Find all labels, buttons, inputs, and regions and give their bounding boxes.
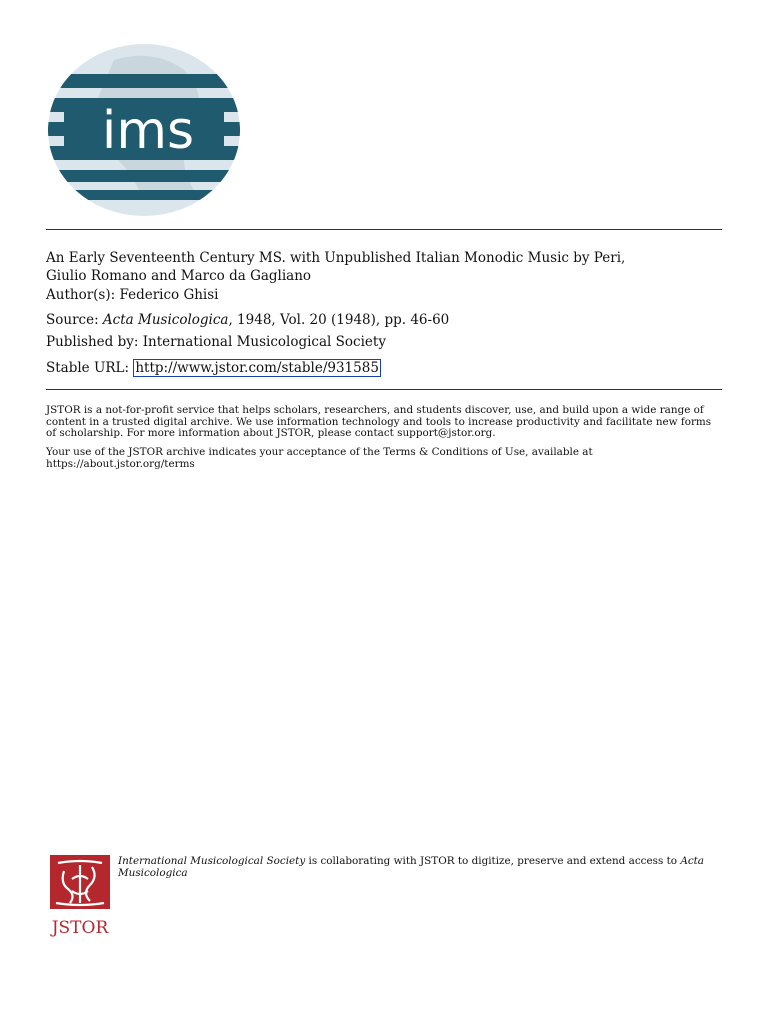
logo-stripe	[44, 74, 244, 88]
jstor-logo-text: JSTOR	[51, 918, 109, 937]
top-divider	[46, 229, 722, 230]
logo-stripe	[44, 190, 244, 200]
jstor-logo	[46, 855, 114, 937]
stable-url-link[interactable]: http://www.jstor.com/stable/931585	[135, 360, 379, 376]
author-line: Author(s): Federico Ghisi	[46, 287, 219, 303]
journal-name: Acta Musicologica	[102, 312, 229, 328]
footer-journal-name: Acta Musicologica	[118, 855, 705, 879]
source-line: Source: Acta Musicologica, 1948, Vol. 20 (1948), pp. 46-60	[46, 312, 450, 328]
stable-url-line: Stable URL: http://www.jstor.com/stable/931585	[46, 360, 379, 376]
jstor-notice-paragraph: JSTOR is a not-for-profit service that helps scholars, researchers, and students discover, use, and build upon a wide range of content in a trusted digital archive. We use information technology and tools to increase productivity and facilitate new forms of scholarship. For more information about JSTOR, please contact support@jstor.org.	[46, 404, 712, 439]
terms-paragraph: Your use of the JSTOR archive indicates your acceptance of the Terms & Conditions of Use, available at https://about.jstor.org/terms	[46, 446, 593, 470]
logo-stripe	[44, 170, 244, 182]
logo-text: ims	[101, 101, 195, 161]
article-title: An Early Seventeenth Century MS. with Unpublished Italian Monodic Music by Peri, Giulio Romano and Marco da Gagliano	[46, 250, 626, 284]
publisher-name: International Musicological Society	[142, 334, 386, 350]
ims-logo	[44, 40, 244, 220]
footer-org-name: International Musicological Society	[118, 855, 306, 867]
publisher-line: Published by: International Musicological Society	[46, 334, 386, 350]
author-name: Federico Ghisi	[119, 287, 219, 303]
bottom-divider	[46, 389, 722, 390]
collaboration-notice: International Musicological Society is collaborating with JSTOR to digitize, preserve and extend access to Acta Musicologica	[118, 855, 705, 879]
